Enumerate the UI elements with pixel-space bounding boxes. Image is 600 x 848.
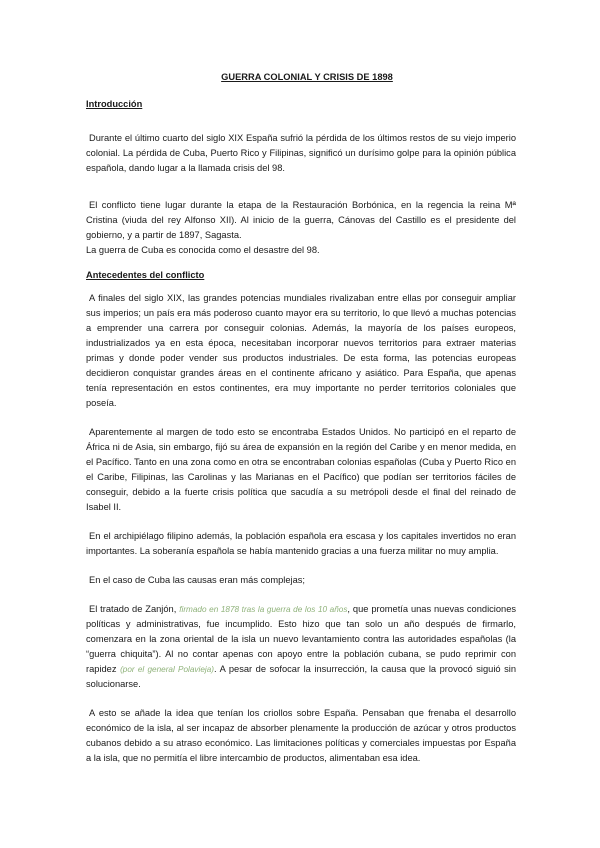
zanjon-note-2: (por el general Polavieja) <box>120 665 214 674</box>
intro-paragraph-2: El conflicto tiene lugar durante la etapa de la Restauración Borbónica, en la regencia la reina Mª Cristina (viuda del rey Alfonso XII). Al inicio de la guerra, Cánovas del Castillo es el presidente del gobierno, y a partir de 1897, Sagasta. <box>86 200 516 240</box>
antecedentes-paragraph-1: A finales del siglo XIX, las grandes potencias mundiales rivalizaban entre ellas por conseguir ampliar sus imperios; un país era más poderoso cuanto mayor era su territorio, lo que llevó a muchas potencias a emprender una carrera por conseguir colonias. Además, la mayoría de los países europeos, industrializados ya en esta época, necesitaban incorporar nuevos territorios para extraer materias primas y donde poder vender sus productos industriales. De esta forma, las potencias europeas decidieron conquistar grandes áreas en el continente africano y asiático. Para España, que apenas tenía representación en estos continentes, era muy importante no perder territorios coloniales que poseía. <box>86 293 516 408</box>
intro-paragraph-3: La guerra de Cuba es conocida como el desastre del 98. <box>86 245 320 255</box>
intro-paragraph-1: Durante el último cuarto del siglo XIX España sufrió la pérdida de los últimos restos de su viejo imperio colonial. La pérdida de Cuba, Puerto Rico y Filipinas, significó un durísimo golpe para la opinión pública española, dando lugar a la llamada crisis del 98. <box>86 133 516 173</box>
section-heading-introduccion: Introducción <box>86 99 143 109</box>
closing-paragraph: A esto se añade la idea que tenían los criollos sobre España. Pensaban que frenaba el desarrollo económico de la isla, al ser incapaz de absorber plenamente la producción de azúcar y otros productos cubanos debido a su atraso económico. Las limitaciones políticas y comerciales impuestas por España a la isla, que no permitía el libre intercambio de productos, alimentaban esa idea. <box>86 708 516 763</box>
zanjon-paragraph <box>86 602 516 692</box>
document-title: GUERRA COLONIAL Y CRISIS DE 1898 <box>221 72 393 82</box>
antecedentes-paragraph-2: Aparentemente al margen de todo esto se encontraba Estados Unidos. No participó en el reparto de África ni de Asia, sin embargo, fijó su área de expansión en la región del Caribe y en menor medida, en el Pacífico. Tanto en una zona como en otra se encontraban colonias españolas (Cuba y Puerto Rico en el Caribe, Filipinas, las Carolinas y las Marianas en el Pacífico) que podían ser territorios fáciles de conseguir, debido a la fuerte crisis política que sacudía a su metrópoli desde el final del reinado de Isabel II. <box>86 427 516 512</box>
antecedentes-paragraph-3: En el archipiélago filipino además, la población española era escasa y los capitales invertidos no eran importantes. La soberanía española se había mantenido gracias a una fuerza militar no muy amplia. <box>86 531 516 556</box>
zanjon-text-middle: , que prometía unas nuevas condiciones políticas y administrativas, fue incumplido. Esto hizo que tan solo un año después de firmarlo, comenzara en la zona oriental de la isla un nuevo levantamiento contra las autoridades españolas (la “guerra chiquita”). Al no contar apenas con apoyo entre la población cubana, se pudo reprimir con rapidez <box>86 604 517 674</box>
antecedentes-paragraph-4: En el caso de Cuba las causas eran más complejas; <box>89 575 306 585</box>
zanjon-text-after: . A pesar de sofocar la insurrección, la causa que la provocó siguió sin solucionarse. <box>86 664 516 689</box>
section-heading-antecedentes: Antecedentes del conflicto <box>86 270 205 280</box>
zanjon-text-before: El tratado de Zanjón, <box>89 604 177 614</box>
zanjon-note-1: firmado en 1878 tras la guerra de los 10 años <box>179 605 348 614</box>
